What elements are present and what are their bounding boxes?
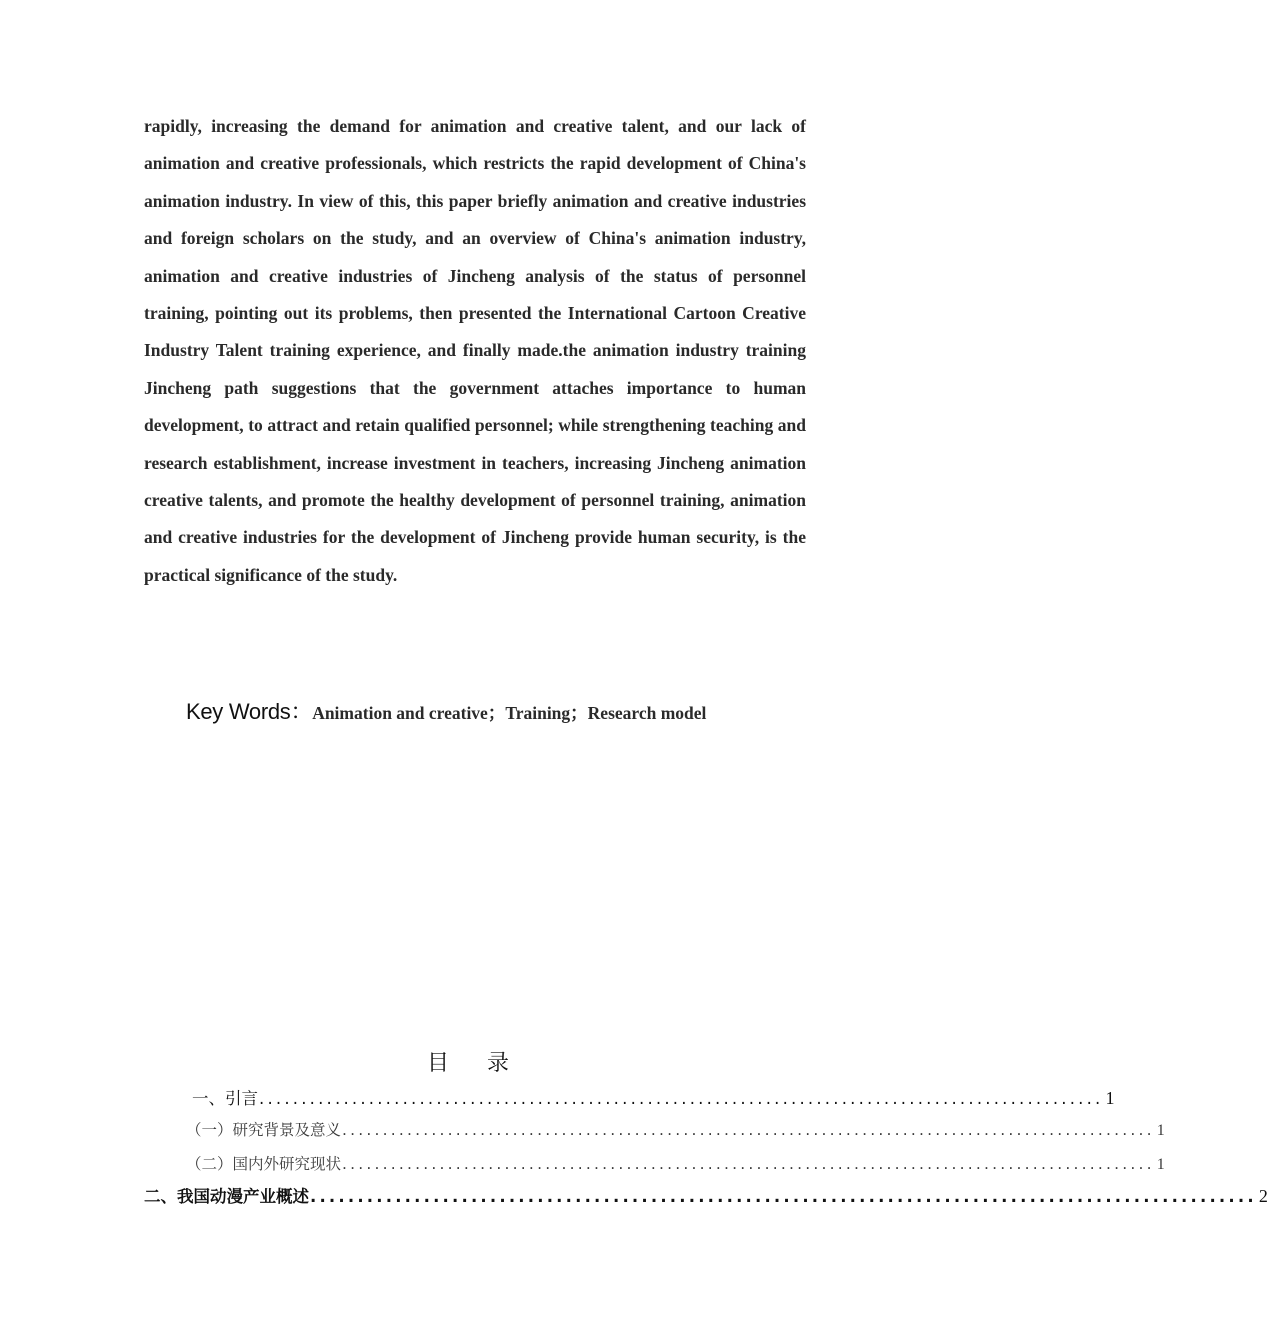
toc-page-number: 1 xyxy=(1156,1156,1165,1173)
toc-entry-label: 一、引言 xyxy=(192,1089,258,1108)
toc-page-number: 1 xyxy=(1156,1122,1165,1139)
toc-title: 目录 xyxy=(426,1051,547,1076)
toc-entry-introduction[interactable] xyxy=(192,1085,1115,1109)
toc-page-number: 2 xyxy=(1258,1186,1268,1206)
keywords-label: Key Words： xyxy=(186,699,313,724)
keywords-line xyxy=(186,696,886,731)
toc-entry-industry-overview[interactable] xyxy=(144,1183,1268,1207)
toc-dot-leader: .................................................................................................... xyxy=(259,1089,1104,1108)
toc-entry-research-background[interactable] xyxy=(186,1118,1165,1140)
toc-dot-leader: .................................................................................................... xyxy=(342,1155,1155,1173)
toc-entry-label: （二）国内外研究现状 xyxy=(186,1155,342,1173)
keywords-values: Animation and creative；Training；Research model xyxy=(312,703,707,723)
toc-entry-research-status[interactable] xyxy=(186,1152,1165,1174)
toc-dot-leader: .................................................................................................... xyxy=(342,1121,1155,1139)
toc-entry-label: （一）研究背景及意义 xyxy=(186,1121,342,1139)
toc-dot-leader: .................................................................................................... xyxy=(310,1187,1257,1206)
toc-page-number: 1 xyxy=(1105,1088,1115,1108)
abstract-paragraph: rapidly, increasing the demand for animation and creative talent, and our lack of animation and creative professionals, which restricts the rapid development of China's animation industry. In view of this, this paper briefly animation and creative industries and foreign scholars on the study, and an overview of China's animation industry, animation and creative industries of Jincheng analysis of the status of personnel training, pointing out its problems, then presented the International Cartoon Creative Industry Talent training experience, and finally made.the animation industry training Jincheng path suggestions that the government attaches importance to human development, to attract and retain qualified personnel; while strengthening teaching and research establishment, increase investment in teachers, increasing Jincheng animation creative talents, and promote the healthy development of personnel training, animation and creative industries for the development of Jincheng provide human security, is the practical significance of the study. xyxy=(144,116,806,585)
toc-entry-label: 二、我国动漫产业概述 xyxy=(144,1187,309,1206)
